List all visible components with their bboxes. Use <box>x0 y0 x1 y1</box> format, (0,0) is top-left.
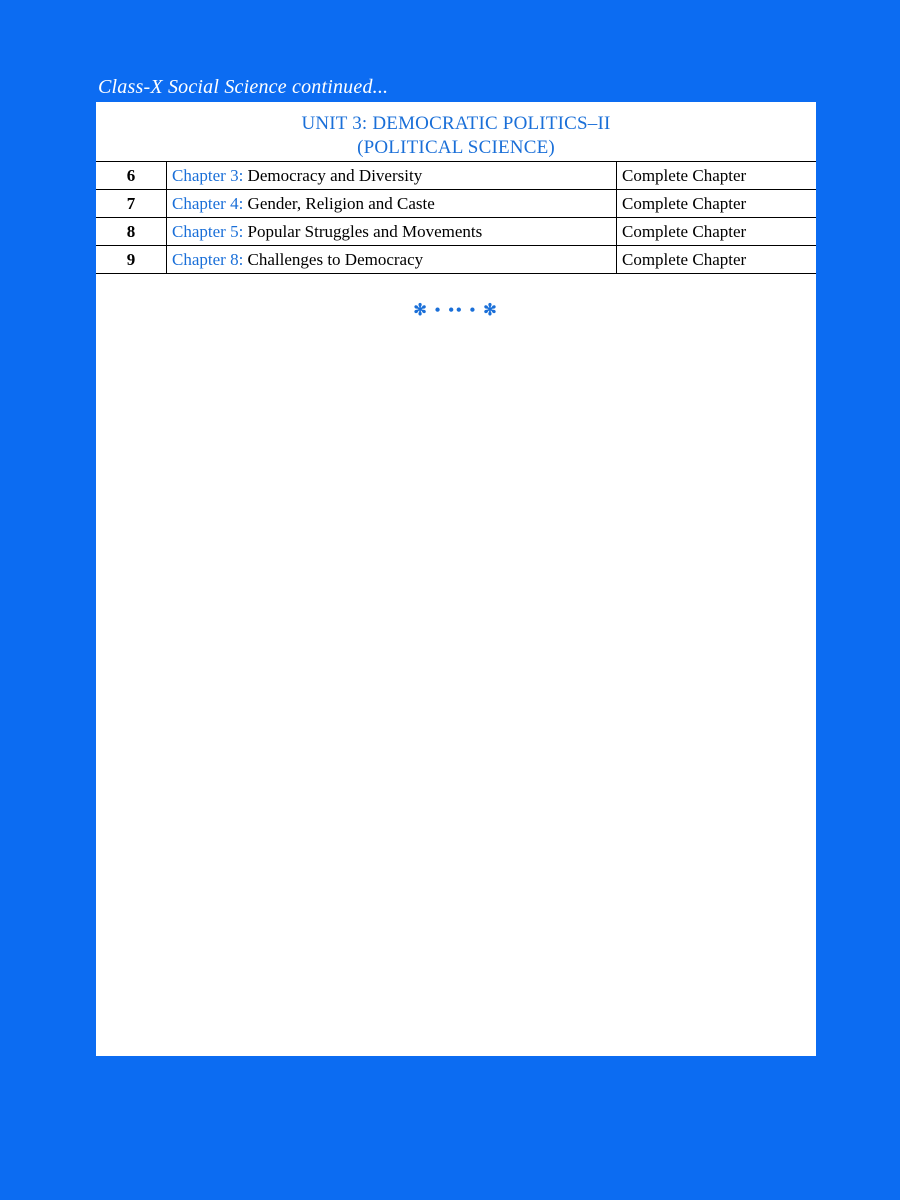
chapter-label: Chapter 8: <box>172 249 244 269</box>
table-row <box>96 218 816 246</box>
syllabus-table <box>96 161 816 274</box>
row-number: 9 <box>96 246 167 274</box>
scope-cell: Complete Chapter <box>617 162 817 190</box>
row-number: 8 <box>96 218 167 246</box>
chapter-label: Chapter 5: <box>172 221 244 241</box>
end-ornament: ✻ • •• • ✻ <box>413 302 499 319</box>
table-row <box>96 190 816 218</box>
chapter-label: Chapter 4: <box>172 193 244 213</box>
row-number: 6 <box>96 162 167 190</box>
unit-title: UNIT 3: DEMOCRATIC POLITICS–II <box>301 113 611 134</box>
chapter-cell <box>167 190 617 218</box>
chapter-title: Democracy and Diversity <box>247 165 423 185</box>
running-head: Class-X Social Science continued... <box>98 76 389 98</box>
chapter-title: Popular Struggles and Movements <box>247 221 483 241</box>
table-row <box>96 162 816 190</box>
row-number: 7 <box>96 190 167 218</box>
unit-subtitle: (POLITICAL SCIENCE) <box>357 137 555 158</box>
scope-cell: Complete Chapter <box>617 190 817 218</box>
unit-heading <box>96 112 816 160</box>
chapter-cell <box>167 246 617 274</box>
chapter-title: Gender, Religion and Caste <box>247 193 435 213</box>
chapter-label: Chapter 3: <box>172 165 244 185</box>
table-row <box>96 246 816 274</box>
document-page <box>96 102 816 1056</box>
chapter-title: Challenges to Democracy <box>247 249 424 269</box>
scope-cell: Complete Chapter <box>617 246 817 274</box>
chapter-cell <box>167 218 617 246</box>
chapter-cell <box>167 162 617 190</box>
scope-cell: Complete Chapter <box>617 218 817 246</box>
